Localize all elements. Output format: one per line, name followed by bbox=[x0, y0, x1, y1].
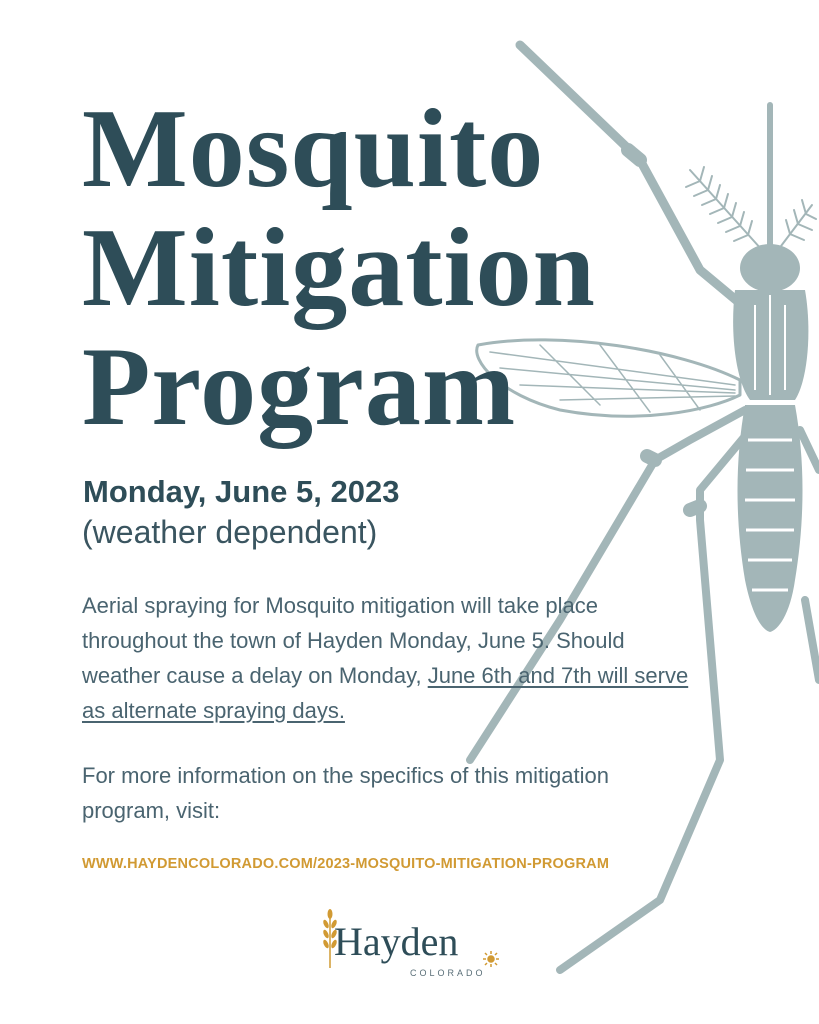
title-line-1: Mosquito bbox=[82, 87, 545, 211]
logo-subtitle: COLORADO bbox=[410, 968, 486, 978]
event-date: Monday, June 5, 2023 bbox=[83, 474, 400, 509]
description-text: Aerial spraying for Mosquito mitigation will take place throughout the town of Hayden Monday, June 5. Should weather cause a delay on Monday, bbox=[82, 593, 625, 688]
more-info-text: For more information on the specifics of this mitigation program, visit: bbox=[82, 763, 610, 823]
alternate-days-text: June 6th and 7th will serve as alternate spraying days. bbox=[82, 663, 689, 723]
title-line-3: Program bbox=[82, 325, 517, 449]
page-title bbox=[82, 87, 596, 449]
program-link[interactable]: WWW.HAYDENCOLORADO.COM/2023-MOSQUITO-MITIGATION-PROGRAM bbox=[82, 856, 610, 872]
logo-name: Hayden bbox=[334, 919, 459, 964]
hayden-logo bbox=[322, 906, 512, 986]
spraying-description bbox=[82, 588, 702, 728]
title-line-2: Mitigation bbox=[82, 206, 596, 330]
sun-icon bbox=[482, 950, 500, 968]
weather-note: (weather dependent) bbox=[82, 514, 378, 550]
